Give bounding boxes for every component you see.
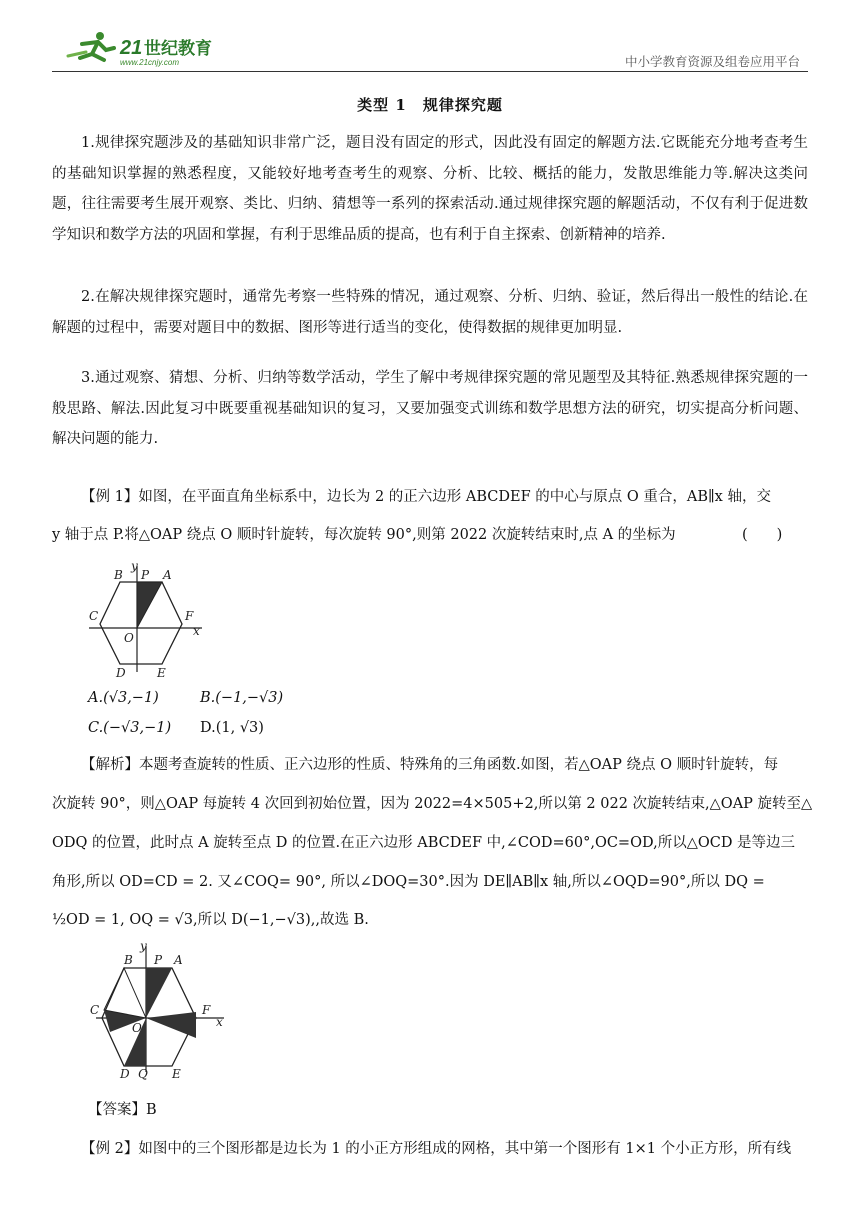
point-label-c: C: [89, 609, 99, 623]
example1-line2: [52, 523, 808, 544]
x-axis-label: x: [193, 624, 200, 638]
fig2-label-a: A: [174, 953, 183, 967]
platform-name: 中小学教育资源及组卷应用平台: [624, 54, 800, 69]
paragraph-3: 3.通过观察、猜想、分析、归纳等数学活动，学生了解中考规律探究题的常见题型及其特征.熟悉规律探究题的一般思路、解法.因此复习中既要重视基础知识的复习，又要加强变式训练和数学思想方法的研究，切实提高分析问题、解决问题的能力.: [52, 370, 808, 447]
answer-bracket: ( ): [742, 527, 783, 543]
fig2-label-p: P: [154, 953, 163, 967]
example1-question: y 轴于点 P.将△OAP 绕点 O 顺时针旋转，每次旋转 90°,则第 2022 次旋转结束时,点 A 的坐标为: [52, 527, 676, 543]
answer-line: 【答案】B: [88, 1102, 157, 1118]
option-b: B.(−1,−√3): [200, 690, 284, 706]
y-axis-label: y: [131, 560, 138, 573]
point-label-e: E: [157, 666, 166, 680]
hexagon-figure-2: [84, 940, 234, 1084]
option-d: D.(1, √3): [200, 720, 264, 736]
header-divider: [52, 71, 808, 72]
paragraph-1: 1.规律探究题涉及的基础知识非常广泛，题目没有固定的形式，因此没有固定的解题方法.它既能充分地考查考生的基础知识掌握的熟悉程度，又能较好地考查考生的观察、分析、比较、概括的能力，发散思维能力等.解决这类问题，往往需要考生展开观察、类比、归纳、猜想等一系列的探索活动.通过规律探究题的解题活动，不仅有利于促进数学知识和数学方法的巩固和掌握，有利于思维品质的提高，也有利于自主探索、创新精神的培养.: [52, 135, 808, 243]
fig2-label-f: F: [202, 1003, 211, 1017]
site-logo: [62, 30, 232, 72]
section-title: 类型 1 规律探究题: [357, 96, 503, 114]
fig2-x-label: x: [216, 1015, 223, 1029]
svg-text:www.21cnjy.com: www.21cnjy.com: [120, 58, 179, 67]
svg-text:世纪教育: 世纪教育: [144, 39, 212, 59]
fig2-y-label: y: [140, 940, 147, 953]
point-label-f: F: [185, 609, 194, 623]
fig2-label-e: E: [172, 1067, 181, 1080]
point-label-p: P: [141, 568, 150, 582]
example1-line1: 【例 1】如图，在平面直角坐标系中，边长为 2 的正六边形 ABCDEF 的中心与原点 O 重合，AB∥x 轴，交: [81, 489, 771, 505]
option-a: A.(√3,−1): [88, 690, 159, 706]
example2-line: 【例 2】如图中的三个图形都是边长为 1 的小正方形组成的网格，其中第一个图形有 1×1 个小正方形，所有线: [81, 1141, 792, 1157]
fig2-label-c: C: [90, 1003, 100, 1017]
point-label-o: O: [124, 631, 134, 645]
hexagon-figure-1: [84, 560, 214, 684]
solution-line3: ODQ 的位置，此时点 A 旋转至点 D 的位置.在正六边形 ABCDEF 中,∠COD=60°,OC=OD,所以△OCD 是等边三: [52, 835, 796, 851]
solution-line1: 【解析】本题考查旋转的性质、正六边形的性质、特殊角的三角函数.如图，若△OAP 绕点 O 顺时针旋转，每: [81, 757, 779, 773]
option-c: C.(−√3,−1): [88, 720, 172, 736]
paragraph-2: 2.在解决规律探究题时，通常先考察一些特殊的情况，通过观察、分析、归纳、验证，然后得出一般性的结论.在解题的过程中，需要对题目中的数据、图形等进行适当的变化，使得数据的规律更加明显.: [52, 289, 808, 336]
fig2-label-q: Q: [138, 1067, 148, 1080]
fig2-label-b: B: [124, 953, 133, 967]
page-header: [52, 22, 808, 72]
point-label-a: A: [163, 568, 172, 582]
point-label-b: B: [114, 568, 123, 582]
fig2-label-o: O: [132, 1021, 142, 1035]
solution-line4: 角形,所以 OD=CD = 2. 又∠COQ= 90°, 所以∠DOQ=30°.因为 DE∥AB∥x 轴,所以∠OQD=90°,所以 DQ =: [52, 874, 765, 890]
solution-line2: 次旋转 90°，则△OAP 每旋转 4 次回到初始位置，因为 2022=4×505+2,所以第 2 022 次旋转结束,△OAP 旋转至△: [52, 796, 813, 812]
solution-line5: ½OD = 1, OQ = √3,所以 D(−1,−√3),,故选 B.: [52, 912, 369, 928]
fig2-label-d: D: [120, 1067, 130, 1080]
point-label-d: D: [116, 666, 126, 680]
svg-text:21: 21: [120, 37, 143, 59]
